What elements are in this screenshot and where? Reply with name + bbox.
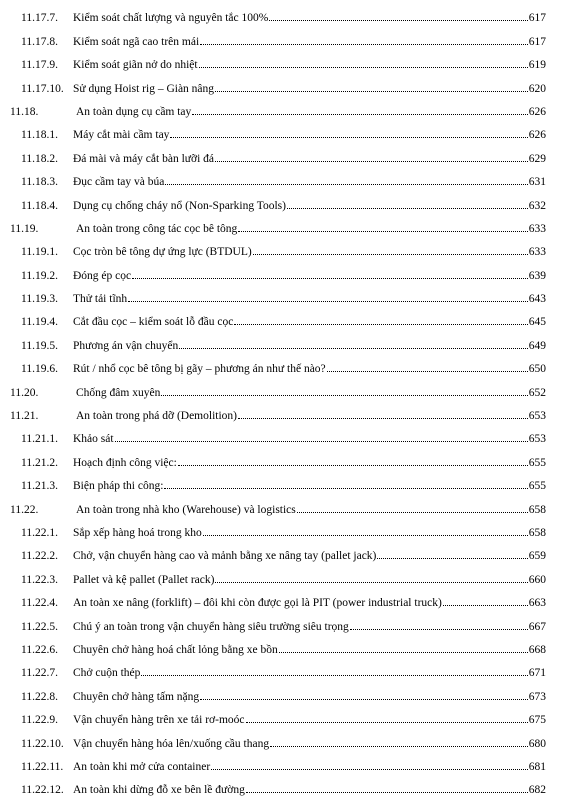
toc-entry-number: 11.19. [10, 222, 39, 235]
toc-entry-number: 11.17.8. [21, 35, 58, 48]
toc-entry[interactable] [0, 75, 566, 98]
toc-entry[interactable] [0, 520, 566, 543]
toc-entry[interactable] [0, 309, 566, 332]
dot-leader [246, 722, 528, 723]
toc-entry-page-number[interactable]: 631 [528, 176, 546, 189]
toc-entry[interactable] [0, 145, 566, 168]
toc-entry-title[interactable]: Kiểm soát giãn nở do nhiệt [73, 59, 198, 72]
toc-entry-title-line [73, 433, 546, 445]
toc-entry-title[interactable]: Vận chuyển hàng hóa lên/xuống cầu thang [73, 737, 270, 750]
toc-entry-title[interactable]: Kiểm soát chất lượng và nguyên tắc 100% [73, 12, 269, 25]
toc-entry-page-number[interactable]: 663 [528, 597, 546, 610]
toc-entry-number: 11.22.8. [21, 690, 58, 703]
toc-entry-title[interactable]: An toàn khi mở cửa container [73, 760, 211, 773]
toc-entry[interactable] [0, 473, 566, 496]
toc-entry-number: 11.22.7. [21, 667, 58, 680]
toc-entry-number: 11.22.12. [21, 784, 64, 797]
toc-entry-title-line [73, 644, 546, 656]
toc-entry-title-line [73, 363, 546, 375]
dot-leader [115, 441, 528, 442]
dot-leader [246, 792, 528, 793]
toc-entry-page-number[interactable]: 650 [528, 363, 546, 376]
toc-entry-title[interactable]: Sắp xếp hàng hoá trong kho [73, 526, 202, 539]
toc-entry[interactable] [0, 5, 566, 28]
toc-entry-page-number[interactable]: 658 [528, 503, 546, 516]
toc-entry-title-line [73, 153, 546, 165]
toc-entry-page-number[interactable]: 620 [528, 82, 546, 95]
toc-entry[interactable] [0, 332, 566, 355]
toc-entry-number: 11.17.7. [21, 12, 58, 25]
toc-entry-title-line [73, 714, 546, 726]
toc-entry[interactable] [0, 286, 566, 309]
toc-entry-title[interactable]: Chuyên chở hàng tấm nặng [73, 690, 200, 703]
toc-entry-page-number[interactable]: 619 [528, 59, 546, 72]
toc-entry-page-number[interactable]: 626 [528, 129, 546, 142]
dot-leader [234, 324, 527, 325]
toc-entry-page-number[interactable]: 633 [528, 222, 546, 235]
toc-entry-page-number[interactable]: 643 [528, 293, 546, 306]
toc-entry-number: 11.21.3. [21, 480, 58, 493]
toc-entry-number: 11.19.6. [21, 363, 58, 376]
toc-entry[interactable] [0, 613, 566, 636]
toc-entry[interactable] [0, 216, 566, 239]
toc-entry[interactable] [0, 590, 566, 613]
toc-entry-title[interactable]: Dụng cụ chống cháy nổ (Non-Sparking Tools) [73, 199, 286, 212]
toc-entry-number: 11.19.1. [21, 246, 58, 259]
dot-leader [203, 535, 528, 536]
toc-entry[interactable] [0, 379, 566, 402]
toc-entry-title[interactable]: Chở, vận chuyển hàng cao và mảnh bằng xe nâng tay (pallet jack) [73, 550, 377, 563]
toc-entry[interactable] [0, 683, 566, 706]
toc-entry-title[interactable]: Đóng ép cọc [73, 269, 132, 282]
toc-entry-title-line [73, 340, 546, 352]
toc-entry-number: 11.17.10. [21, 82, 64, 95]
toc-entry-number: 11.19.4. [21, 316, 58, 329]
table-of-contents [0, 5, 566, 800]
toc-entry-number: 11.20. [10, 386, 39, 399]
toc-entry-page-number[interactable]: 653 [528, 410, 546, 423]
toc-entry-number: 11.19.2. [21, 269, 58, 282]
toc-entry-title-line [73, 83, 546, 95]
toc-entry-title-line [73, 200, 546, 212]
dot-leader [164, 488, 527, 489]
toc-entry[interactable] [0, 449, 566, 472]
toc-entry-page-number[interactable]: 626 [528, 105, 546, 118]
toc-entry-title[interactable]: Cắt đầu cọc – kiểm soát lỗ đầu cọc [73, 316, 234, 329]
toc-entry-number: 11.22.9. [21, 714, 58, 727]
toc-entry-number: 11.18.3. [21, 176, 58, 189]
toc-entry-number: 11.19.3. [21, 293, 58, 306]
toc-entry-title-line [73, 761, 546, 773]
dot-leader [211, 769, 528, 770]
toc-entry-title-line [73, 597, 546, 609]
dot-leader [269, 20, 527, 21]
toc-entry-page-number[interactable]: 675 [528, 714, 546, 727]
toc-entry-title[interactable]: Chống đâm xuyên [76, 386, 161, 399]
toc-entry-title[interactable]: Biện pháp thi công: [73, 480, 164, 493]
dot-leader [215, 582, 527, 583]
toc-entry-page-number[interactable]: 682 [528, 784, 546, 797]
toc-entry-number: 11.22.5. [21, 620, 58, 633]
toc-entry-title[interactable]: An toàn trong nhà kho (Warehouse) và logistics [76, 503, 296, 516]
dot-leader [350, 629, 528, 630]
toc-entry[interactable] [0, 637, 566, 660]
toc-entry[interactable] [0, 566, 566, 589]
toc-entry-title-line [73, 550, 546, 562]
toc-entry-title-line [73, 738, 546, 750]
toc-entry-title-line [73, 59, 546, 71]
toc-entry-title-line [73, 293, 546, 305]
toc-entry[interactable] [0, 543, 566, 566]
toc-entry-page-number[interactable]: 653 [528, 433, 546, 446]
toc-entry[interactable] [0, 122, 566, 145]
dot-leader [215, 161, 528, 162]
toc-entry[interactable] [0, 496, 566, 519]
toc-entry[interactable] [0, 777, 566, 800]
toc-entry-page-number[interactable]: 681 [528, 760, 546, 773]
toc-entry-number: 11.19.5. [21, 339, 58, 352]
toc-entry-title[interactable]: An toàn xe nâng (forklift) – đôi khi còn được gọi là PIT (power industrial truck) [73, 597, 442, 610]
toc-entry-title[interactable]: Khảo sát [73, 433, 114, 446]
toc-entry-page-number[interactable]: 655 [528, 480, 546, 493]
toc-entry-number: 11.22.11. [21, 760, 64, 773]
toc-entry-title[interactable]: Sử dụng Hoist rig – Giàn nâng [73, 82, 215, 95]
toc-entry-title[interactable]: Hoạch định công việc: [73, 456, 177, 469]
toc-entry-number: 11.18.2. [21, 152, 58, 165]
dot-leader [270, 746, 528, 747]
toc-entry-title[interactable]: Vận chuyển hàng trên xe tải rơ-moóc [73, 714, 245, 727]
dot-leader [199, 67, 528, 68]
toc-entry-title-line [73, 667, 546, 679]
toc-entry-number: 11.22.6. [21, 643, 58, 656]
dot-leader [238, 231, 527, 232]
toc-entry-title-line [76, 223, 546, 235]
toc-entry-page-number[interactable]: 658 [528, 526, 546, 539]
toc-entry-number: 11.21. [10, 410, 39, 423]
dot-leader [287, 208, 528, 209]
dot-leader [132, 278, 528, 279]
toc-entry-number: 11.22.3. [21, 573, 58, 586]
toc-entry-title-line [73, 784, 546, 796]
dot-leader [215, 91, 528, 92]
toc-entry[interactable] [0, 754, 566, 777]
toc-entry-title-line [73, 480, 546, 492]
toc-entry-number: 11.22.1. [21, 526, 58, 539]
toc-entry-number: 11.22.4. [21, 597, 58, 610]
toc-entry-number: 11.21.2. [21, 456, 58, 469]
toc-entry-page-number[interactable]: 629 [528, 152, 546, 165]
toc-entry[interactable] [0, 356, 566, 379]
toc-entry-page-number[interactable]: 673 [528, 690, 546, 703]
dot-leader [200, 699, 528, 700]
toc-entry-title-line [73, 246, 546, 258]
toc-entry-page-number[interactable]: 617 [528, 35, 546, 48]
dot-leader [238, 418, 528, 419]
dot-leader [279, 652, 528, 653]
toc-entry-title-line [76, 504, 546, 516]
toc-entry-title[interactable]: Thử tải tĩnh [73, 293, 128, 306]
toc-entry-number: 11.18.1. [21, 129, 58, 142]
dot-leader [178, 465, 528, 466]
toc-entry-page-number[interactable]: 668 [528, 643, 546, 656]
toc-entry-number: 11.22.2. [21, 550, 58, 563]
toc-entry-number: 11.22.10. [21, 737, 64, 750]
toc-entry-title[interactable]: Đục cầm tay và búa [73, 176, 165, 189]
toc-entry-page-number[interactable]: 671 [528, 667, 546, 680]
dot-leader [377, 558, 527, 559]
toc-entry-title-line [73, 36, 546, 48]
toc-entry[interactable] [0, 192, 566, 215]
dot-leader [179, 348, 527, 349]
toc-entry[interactable] [0, 403, 566, 426]
toc-entry-title-line [73, 457, 546, 469]
dot-leader [192, 114, 527, 115]
toc-entry-title-line [73, 129, 546, 141]
toc-entry-page-number[interactable]: 645 [528, 316, 546, 329]
toc-entry-title[interactable]: An toàn khi dừng đỗ xe bên lề đường [73, 784, 245, 797]
toc-entry-title-line [76, 387, 546, 399]
toc-entry-title[interactable]: An toàn trong phá dỡ (Demolition) [76, 410, 237, 423]
dot-leader [141, 675, 527, 676]
toc-entry-title-line [73, 527, 546, 539]
toc-entry-page-number[interactable]: 633 [528, 246, 546, 259]
toc-entry-title[interactable]: Kiểm soát ngã cao trên mái [73, 35, 200, 48]
dot-leader [253, 254, 528, 255]
toc-entry[interactable] [0, 262, 566, 285]
toc-entry-page-number[interactable]: 655 [528, 456, 546, 469]
dot-leader [161, 395, 527, 396]
toc-entry-page-number[interactable]: 632 [528, 199, 546, 212]
toc-entry-page-number[interactable]: 652 [528, 386, 546, 399]
toc-entry-title[interactable]: An toàn dụng cụ cầm tay [76, 105, 192, 118]
toc-entry-number: 11.17.9. [21, 59, 58, 72]
toc-entry-title-line [73, 316, 546, 328]
toc-entry-page-number[interactable]: 680 [528, 737, 546, 750]
toc-entry-title[interactable]: Chú ý an toàn trong vận chuyển hàng siêu trường siêu trọng [73, 620, 349, 633]
toc-entry-number: 11.22. [10, 503, 39, 516]
toc-entry-title-line [76, 410, 546, 422]
dot-leader [327, 371, 528, 372]
toc-entry-number: 11.18. [10, 105, 39, 118]
toc-entry-title-line [73, 574, 546, 586]
toc-entry-title[interactable]: Đá mài và máy cắt bàn lưỡi đá [73, 152, 214, 165]
toc-entry-title[interactable]: Chuyên chở hàng hoá chất lỏng bằng xe bồn [73, 643, 278, 656]
toc-entry-number: 11.21.1. [21, 433, 58, 446]
toc-entry-page-number[interactable]: 649 [528, 339, 546, 352]
dot-leader [165, 184, 527, 185]
toc-entry-page-number[interactable]: 660 [528, 573, 546, 586]
toc-entry[interactable] [0, 52, 566, 75]
toc-entry-title[interactable]: Cọc tròn bê tông dự ứng lực (BTDUL) [73, 246, 252, 259]
toc-entry-page-number[interactable]: 639 [528, 269, 546, 282]
toc-entry[interactable] [0, 169, 566, 192]
toc-entry-number: 11.18.4. [21, 199, 58, 212]
toc-entry-title-line [73, 270, 546, 282]
toc-entry-title[interactable]: An toàn trong công tác cọc bê tông [76, 222, 238, 235]
toc-entry[interactable] [0, 707, 566, 730]
dot-leader [128, 301, 528, 302]
toc-entry[interactable] [0, 28, 566, 51]
toc-entry-title-line [73, 176, 546, 188]
dot-leader [443, 605, 528, 606]
toc-entry-title[interactable]: Rút / nhổ cọc bê tông bị gãy – phương án như thế nào? [73, 363, 326, 376]
toc-entry-title-line [73, 621, 546, 633]
toc-entry-title[interactable]: Chở cuộn thép [73, 667, 141, 680]
toc-entry-title[interactable]: Pallet và kệ pallet (Pallet rack) [73, 573, 215, 586]
toc-entry[interactable] [0, 660, 566, 683]
toc-entry-title-line [73, 12, 546, 24]
toc-entry-page-number[interactable]: 667 [528, 620, 546, 633]
toc-entry-title-line [73, 691, 546, 703]
toc-entry-title-line [76, 106, 546, 118]
dot-leader [297, 512, 528, 513]
toc-entry-page-number[interactable]: 617 [528, 12, 546, 25]
dot-leader [200, 44, 528, 45]
toc-entry[interactable] [0, 426, 566, 449]
toc-entry-title[interactable]: Máy cắt mài cầm tay [73, 129, 170, 142]
toc-entry[interactable] [0, 730, 566, 753]
toc-entry[interactable] [0, 99, 566, 122]
toc-entry-title[interactable]: Phương án vận chuyển [73, 339, 179, 352]
dot-leader [170, 137, 527, 138]
toc-entry[interactable] [0, 239, 566, 262]
toc-entry-page-number[interactable]: 659 [528, 550, 546, 563]
